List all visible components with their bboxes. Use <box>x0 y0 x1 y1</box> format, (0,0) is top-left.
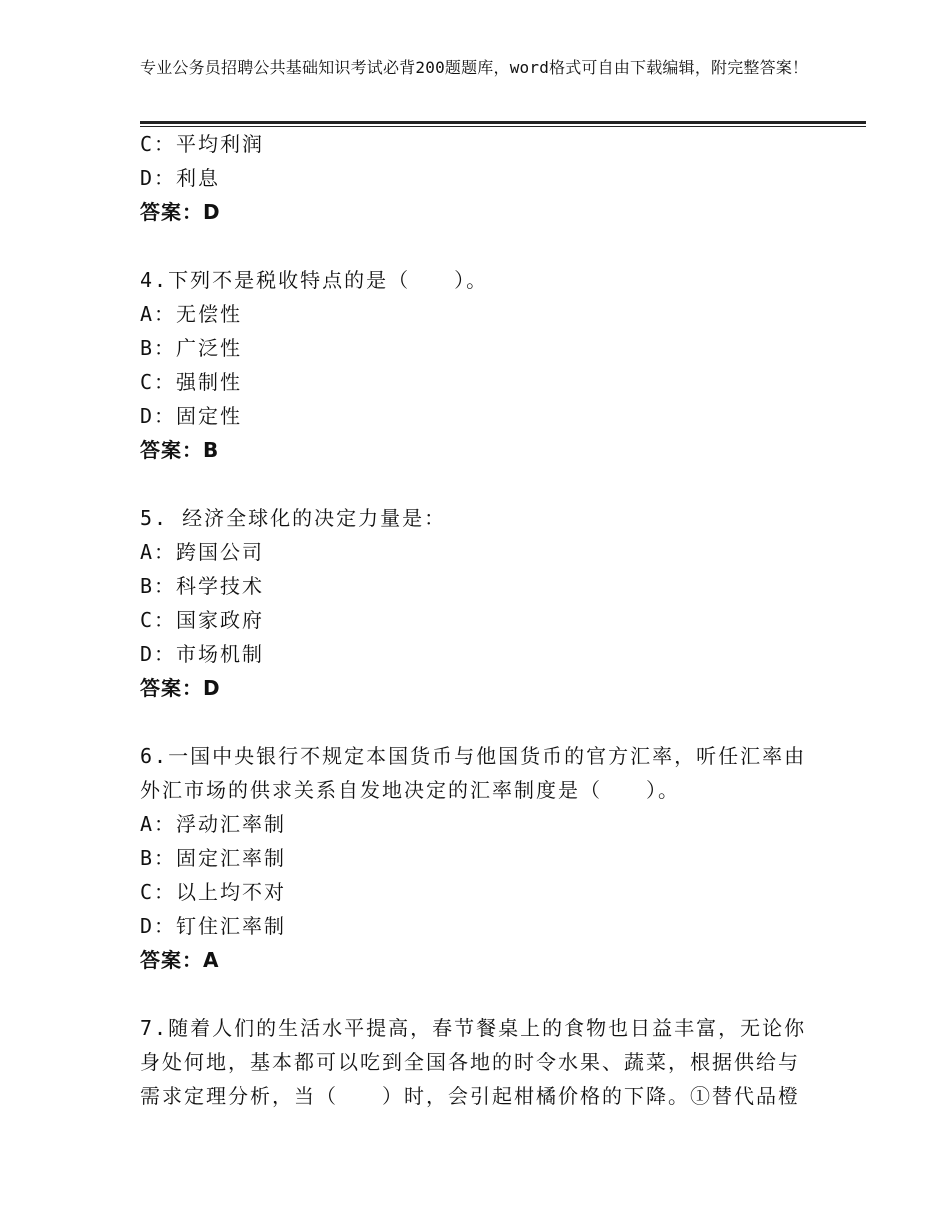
spacer <box>140 467 830 501</box>
q7-stem-line-1: 7.随着人们的生活水平提高，春节餐桌上的食物也日益丰富，无论你 <box>140 1016 807 1040</box>
spacer <box>140 705 830 739</box>
q7-stem-line-2: 身处何地，基本都可以吃到全国各地的时令水果、蔬菜，根据供给与 <box>140 1050 800 1074</box>
q6-answer: 答案：A <box>140 948 220 972</box>
q5-stem: 5. 经济全球化的决定力量是： <box>140 506 447 530</box>
spacer <box>140 977 830 1011</box>
q6-option-b: B：固定汇率制 <box>140 846 287 870</box>
q4-stem: 4.下列不是税收特点的是（ ）。 <box>140 268 489 292</box>
q5-option-b: B：科学技术 <box>140 574 265 598</box>
q4-option-d: D：固定性 <box>140 404 243 428</box>
q5-option-a: A：跨国公司 <box>140 540 265 564</box>
q6-option-c: C：以上均不对 <box>140 880 287 904</box>
q5-option-c: C：国家政府 <box>140 608 265 632</box>
q6-option-d: D：钉住汇率制 <box>140 914 287 938</box>
q4-option-a: A：无偿性 <box>140 302 243 326</box>
header-rule-thick <box>140 121 866 124</box>
page-header: 专业公务员招聘公共基础知识考试必背200题题库，word格式可自由下载编辑，附完整答案！ <box>140 58 809 77</box>
q4-option-c: C：强制性 <box>140 370 243 394</box>
q7-stem-line-3: 需求定理分析，当（ ）时，会引起柑橘价格的下降。①替代品橙 <box>140 1084 800 1108</box>
q3-option-c: C：平均利润 <box>140 132 265 156</box>
q6-stem-line-1: 6.一国中央银行不规定本国货币与他国货币的官方汇率，听任汇率由 <box>140 744 807 768</box>
q6-option-a: A：浮动汇率制 <box>140 812 287 836</box>
q6-stem-line-2: 外汇市场的供求关系自发地决定的汇率制度是（ ）。 <box>140 778 680 802</box>
q5-option-d: D：市场机制 <box>140 642 265 666</box>
q4-option-b: B：广泛性 <box>140 336 243 360</box>
q5-answer: 答案：D <box>140 676 221 700</box>
q3-option-d: D：利息 <box>140 166 221 190</box>
question-content <box>140 127 830 1113</box>
q4-answer: 答案：B <box>140 438 220 462</box>
spacer <box>140 229 830 263</box>
q3-answer: 答案：D <box>140 200 221 224</box>
